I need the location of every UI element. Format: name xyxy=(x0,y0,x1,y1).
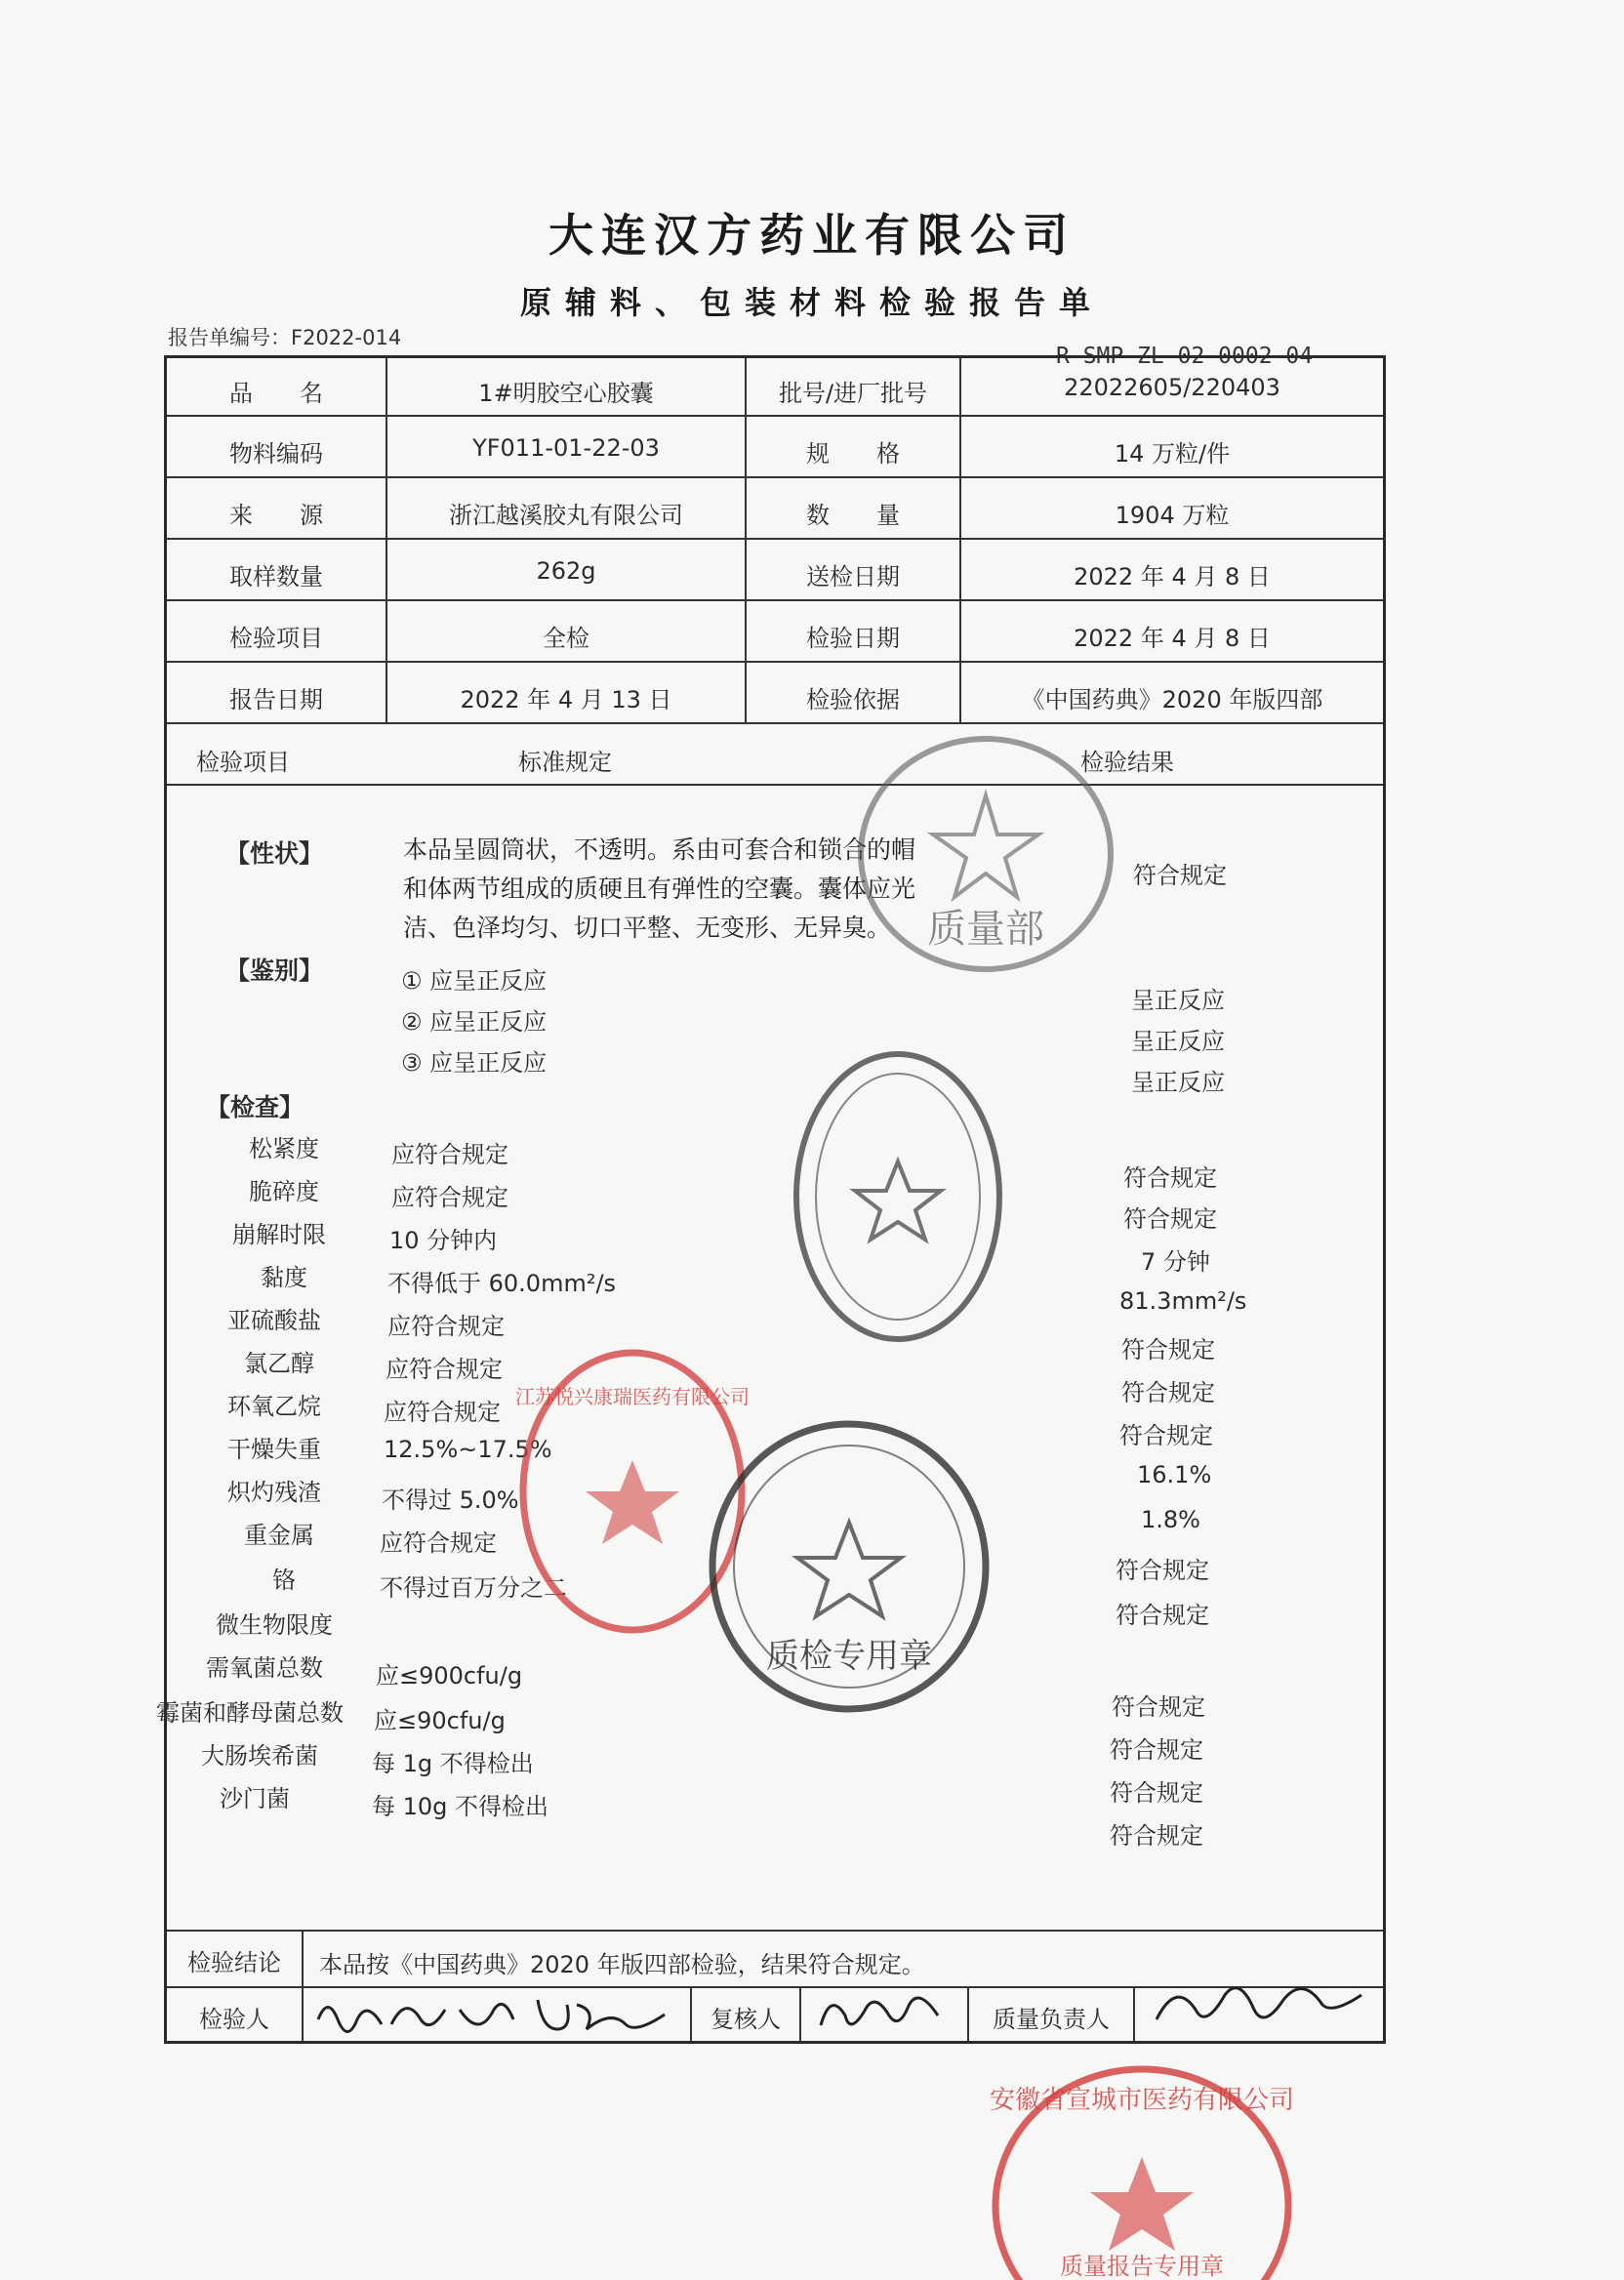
source-value: 浙江越溪胶丸有限公司 xyxy=(449,502,683,529)
check-result: 符合规定 xyxy=(1123,1164,1217,1192)
micro-std: 每 10g 不得检出 xyxy=(372,1793,549,1820)
ident-result-3: 呈正反应 xyxy=(1131,1069,1225,1096)
code-label: 物料编码 xyxy=(229,440,323,468)
col-item-header: 检验项目 xyxy=(196,749,290,776)
micro-result: 符合规定 xyxy=(1110,1822,1203,1850)
check-std: 应符合规定 xyxy=(384,1399,501,1426)
qa-label: 质量负责人 xyxy=(993,2006,1110,2033)
qc-seal-text: 质检专用章 xyxy=(766,1637,932,1676)
check-item: 干燥失重 xyxy=(227,1436,321,1463)
xuancheng-sub-text: 质量报告专用章 xyxy=(1060,2253,1224,2280)
character-label: 【性状】 xyxy=(225,839,324,868)
check-item: 氯乙醇 xyxy=(244,1350,314,1377)
name-label: 品 名 xyxy=(229,380,323,407)
reviewer-signature xyxy=(811,1986,957,2039)
check-result: 符合规定 xyxy=(1119,1422,1213,1449)
check-result: 符合规定 xyxy=(1123,1205,1217,1233)
inspector-signature xyxy=(313,1990,684,2039)
xuancheng-text: 安徽省宣城市医药有限公司 xyxy=(989,2086,1295,2115)
item-label: 检验项目 xyxy=(229,625,323,652)
company-name: 大连汉方药业有限公司 xyxy=(548,209,1076,262)
col-result-header: 检验结果 xyxy=(1080,749,1174,776)
item-value: 全检 xyxy=(543,625,589,652)
check-item: 松紧度 xyxy=(249,1135,319,1162)
reviewer-label: 复核人 xyxy=(710,2006,781,2033)
check-item: 脆碎度 xyxy=(249,1178,319,1205)
check-result: 7 分钟 xyxy=(1141,1248,1210,1276)
check-item: 黏度 xyxy=(261,1264,307,1291)
check-result: 符合规定 xyxy=(1121,1336,1215,1364)
basis-value: 《中国药典》2020 年版四部 xyxy=(1021,686,1323,713)
test-date-value: 2022 年 4 月 8 日 xyxy=(1074,625,1271,652)
check-item: 重金属 xyxy=(244,1522,314,1549)
check-std: 12.5%~17.5% xyxy=(384,1436,552,1463)
submit-date-value: 2022 年 4 月 8 日 xyxy=(1074,563,1271,590)
check-item: 亚硫酸盐 xyxy=(227,1307,321,1334)
report-title: 原辅料、包装材料检验报告单 xyxy=(519,284,1104,321)
micro-result: 符合规定 xyxy=(1110,1779,1203,1807)
check-std: 10 分钟内 xyxy=(389,1227,498,1254)
sample-value: 262g xyxy=(536,557,596,585)
report-date-value: 2022 年 4 月 13 日 xyxy=(460,686,672,713)
micro-item: 霉菌和酵母菌总数 xyxy=(156,1699,344,1727)
name-value: 1#明胶空心胶囊 xyxy=(478,380,654,407)
spec-value: 14 万粒/件 xyxy=(1114,440,1231,468)
micro-item: 需氧菌总数 xyxy=(206,1654,323,1682)
inspection-table xyxy=(156,355,1386,2044)
basis-label: 检验依据 xyxy=(806,686,900,713)
check-std: 应符合规定 xyxy=(391,1141,508,1168)
micro-result: 符合规定 xyxy=(1112,1693,1205,1721)
code-value: YF011-01-22-03 xyxy=(472,434,660,462)
micro-item: 沙门菌 xyxy=(220,1785,290,1812)
check-result: 符合规定 xyxy=(1116,1557,1209,1584)
character-result: 符合规定 xyxy=(1133,862,1227,889)
qty-value: 1904 万粒 xyxy=(1115,502,1230,529)
qa-signature xyxy=(1147,1980,1371,2043)
ident-std-2: ② 应呈正反应 xyxy=(401,1008,548,1036)
form-code: R-SMP-ZL-02-0002-04 xyxy=(1056,344,1314,369)
ident-result-2: 呈正反应 xyxy=(1131,1028,1225,1055)
report-date-label: 报告日期 xyxy=(229,686,323,713)
check-std: 应符合规定 xyxy=(386,1356,503,1383)
check-result: 1.8% xyxy=(1141,1506,1200,1533)
character-standard xyxy=(403,831,915,948)
spec-label: 规 格 xyxy=(806,440,900,468)
col-standard-header: 标准规定 xyxy=(518,749,612,776)
sample-label: 取样数量 xyxy=(229,563,323,590)
ident-std-3: ③ 应呈正反应 xyxy=(401,1049,548,1077)
batch-value: 22022605/220403 xyxy=(1064,374,1280,401)
micro-label: 微生物限度 xyxy=(216,1611,333,1639)
qty-label: 数 量 xyxy=(806,502,900,529)
micro-std: 应≤900cfu/g xyxy=(376,1662,523,1690)
check-result: 16.1% xyxy=(1137,1461,1212,1488)
identification-label: 【鉴别】 xyxy=(225,957,324,985)
ident-result-1: 呈正反应 xyxy=(1131,987,1225,1014)
check-std: 不得过百万分之二 xyxy=(380,1574,567,1602)
check-item: 崩解时限 xyxy=(232,1221,326,1248)
check-std: 不得低于 60.0mm²/s xyxy=(387,1270,617,1297)
report-number: 报告单编号：F2022-014 xyxy=(168,326,402,349)
character-line-3: 洁、色泽均匀、切口平整、无变形、无异臭。 xyxy=(403,914,892,942)
test-date-label: 检验日期 xyxy=(806,625,900,652)
check-std: 应符合规定 xyxy=(387,1313,505,1340)
check-result: 符合规定 xyxy=(1116,1602,1209,1629)
micro-std: 每 1g 不得检出 xyxy=(372,1750,534,1777)
check-result: 81.3mm²/s xyxy=(1119,1287,1247,1315)
conclusion-text: 本品按《中国药典》2020 年版四部检验，结果符合规定。 xyxy=(319,1951,925,1978)
micro-item: 大肠埃希菌 xyxy=(201,1742,318,1770)
check-item: 环氧乙烷 xyxy=(227,1393,321,1420)
check-std: 应符合规定 xyxy=(380,1529,497,1557)
source-label: 来 源 xyxy=(229,502,323,529)
character-line-1: 本品呈圆筒状，不透明。系由可套合和锁合的帽 xyxy=(403,835,916,864)
check-item: 炽灼残渣 xyxy=(227,1479,321,1506)
inspector-label: 检验人 xyxy=(199,2006,269,2033)
conclusion-label: 检验结论 xyxy=(187,1949,281,1976)
xuancheng-stamp xyxy=(986,2059,1298,2280)
check-std: 不得过 5.0% xyxy=(382,1486,519,1514)
check-std: 应符合规定 xyxy=(391,1184,508,1211)
micro-std: 应≤90cfu/g xyxy=(374,1707,506,1734)
micro-result: 符合规定 xyxy=(1110,1736,1203,1764)
character-line-2: 和体两节组成的质硬且有弹性的空囊。囊体应光 xyxy=(403,875,916,903)
check-item: 铬 xyxy=(272,1567,296,1594)
check-label: 【检查】 xyxy=(206,1093,304,1121)
ident-std-1: ① 应呈正反应 xyxy=(401,967,548,995)
batch-label: 批号/进厂批号 xyxy=(778,380,928,407)
check-result: 符合规定 xyxy=(1121,1379,1215,1406)
submit-date-label: 送检日期 xyxy=(806,563,900,590)
qa-dept-text: 质量部 xyxy=(927,907,1044,952)
kangrui-text: 江苏悦兴康瑞医药有限公司 xyxy=(515,1385,750,1408)
